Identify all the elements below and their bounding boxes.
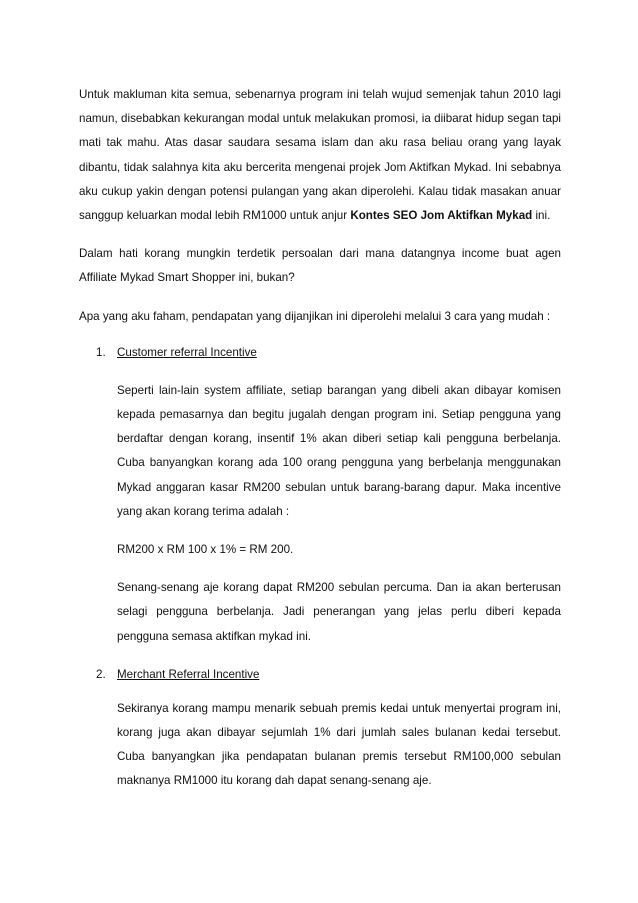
list-item-body [79, 697, 561, 794]
list-item [79, 341, 561, 649]
methods-intro-paragraph: Apa yang aku faham, pendapatan yang dijanjikan ini diperolehi melalui 3 cara yang mudah : [79, 309, 551, 323]
document-content [79, 83, 561, 794]
list-item-paragraph: Senang-senang aje korang dapat RM200 sebulan percuma. Dan ia akan berterusan selagi pengguna berbelanja. Jadi penerangan yang jelas perlu diberi kepada pengguna semasa aktifkan mykad ini. [117, 581, 561, 643]
list-item-heading [79, 663, 561, 687]
list-item-number: 1. [96, 345, 106, 359]
list-item [79, 663, 561, 794]
contest-name-bold: Kontes SEO Jom Aktifkan Mykad [350, 209, 533, 223]
intro-text-end: ini. [532, 209, 551, 223]
list-item-paragraph: Seperti lain-lain system affiliate, setiap barangan yang dibeli akan dibayar komisen kepada pemasarnya dan begitu jugalah dengan program ini. Setiap pengguna yang berdaftar dengan korang, insentif 1% akan diberi setiap kali pengguna berbelanja. Cuba banyangkan korang ada 100 orang pengguna yang berbelanja menggunakan Mykad anggaran kasar RM200 sebulan untuk barang-barang dapur. Maka incentive yang akan korang terima adalah : [117, 383, 561, 518]
income-methods-list [79, 341, 561, 794]
calculation-line: RM200 x RM 100 x 1% = RM 200. [117, 543, 294, 557]
list-item-body [79, 379, 561, 649]
list-item-number: 2. [96, 667, 106, 681]
list-item-title: Customer referral Incentive [117, 345, 257, 359]
list-item-title: Merchant Referral Incentive [117, 667, 260, 681]
question-paragraph: Dalam hati korang mungkin terdetik persoalan dari mana datangnya income buat agen Affiliate Mykad Smart Shopper ini, bukan? [79, 247, 561, 285]
list-item-heading [79, 341, 561, 365]
intro-text: Untuk makluman kita semua, sebenarnya program ini telah wujud semenjak tahun 2010 lagi namun, disebabkan kekurangan modal untuk melakukan promosi, ia diibarat hidup segan tapi mati tak mahu. Atas dasar saudara sesama islam dan aku rasa beliau orang yang layak dibantu, tidak salahnya kita aku bercerita mengenai projek Jom Aktifkan Mykad. Ini sebabnya aku cukup yakin dengan potensi pulangan yang akan diperolehi. Kalau tidak masakan anuar sanggup keluarkan modal lebih RM1000 untuk anjur [79, 88, 561, 223]
intro-paragraph [79, 83, 561, 228]
list-item-paragraph: Sekiranya korang mampu menarik sebuah premis kedai untuk menyertai program ini, korang juga akan dibayar sejumlah 1% dari jumlah sales bulanan kedai tersebut. Cuba banyangkan jika pendapatan bulanan premis tersebut RM100,000 sebulan maknanya RM1000 itu korang dah dapat senang-senang aje. [117, 701, 561, 788]
